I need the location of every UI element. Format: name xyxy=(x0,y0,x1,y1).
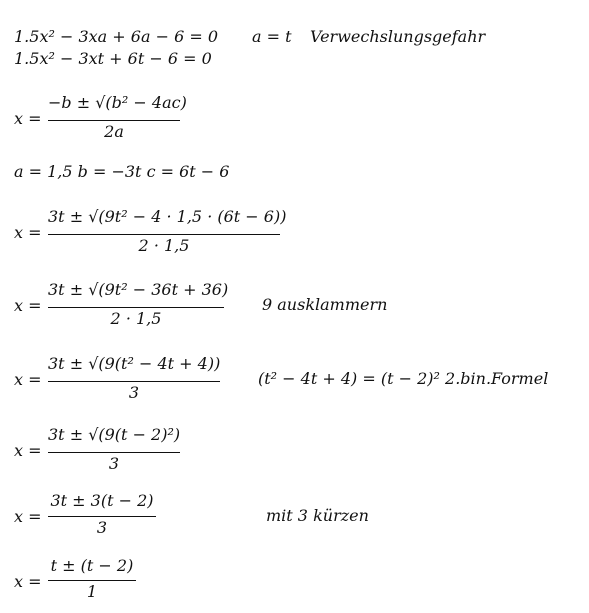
fraction-bar xyxy=(48,580,136,581)
fraction-denominator: 2 · 1,5 xyxy=(138,236,190,255)
note-binomial-formula: (t² − 4t + 4) = (t − 2)² 2.bin.Formel xyxy=(258,369,549,388)
fraction-numerator: 3t ± √(9(t² − 4t + 4)) xyxy=(48,354,221,373)
fraction-step-3 xyxy=(48,353,220,401)
step-lhs: x = xyxy=(14,296,42,315)
fraction-denominator: 2a xyxy=(104,122,124,141)
fraction-bar xyxy=(48,452,180,453)
step-lhs: x = xyxy=(14,507,42,526)
fraction-bar xyxy=(48,120,180,121)
fraction-denominator: 2 · 1,5 xyxy=(110,309,162,328)
step-lhs: x = xyxy=(14,370,42,389)
fraction-denominator: 3 xyxy=(96,518,108,537)
fraction-numerator: 3t ± √(9t² − 4 · 1,5 · (6t − 6)) xyxy=(48,207,287,226)
step-lhs: x = xyxy=(14,109,42,128)
fraction-step-6 xyxy=(48,555,136,603)
fraction-step-1 xyxy=(48,206,287,255)
fraction-numerator: 3t ± 3(t − 2) xyxy=(50,491,154,510)
fraction-denominator: 1 xyxy=(86,582,98,601)
step-lhs: x = xyxy=(14,223,42,242)
fraction-denominator: 3 xyxy=(108,454,120,473)
fraction-bar xyxy=(48,381,220,382)
fraction-bar xyxy=(48,307,224,308)
confusion-warning-note: Verwechslungsgefahr xyxy=(310,27,486,46)
note-reduce-by-three: mit 3 kürzen xyxy=(266,506,369,525)
note-factor-out: 9 ausklammern xyxy=(262,295,388,314)
fraction-bar xyxy=(48,516,156,517)
fraction-step-5 xyxy=(48,490,156,538)
equation-original: 1.5x² − 3xa + 6a − 6 = 0 xyxy=(14,27,219,46)
fraction-numerator: 3t ± √(9t² − 36t + 36) xyxy=(48,280,229,299)
fraction-step-4 xyxy=(48,424,180,472)
fraction-denominator: 3 xyxy=(128,383,140,402)
fraction-numerator: −b ± √(b² − 4ac) xyxy=(48,93,187,112)
equation-substituted: 1.5x² − 3xt + 6t − 6 = 0 xyxy=(14,49,212,68)
fraction-numerator: t ± (t − 2) xyxy=(50,556,134,575)
fraction-step-2 xyxy=(48,279,229,328)
fraction-quadratic-formula xyxy=(48,92,187,141)
substitution-note: a = t xyxy=(252,27,292,46)
fraction-bar xyxy=(48,234,280,235)
fraction-numerator: 3t ± √(9(t − 2)²) xyxy=(48,425,181,444)
step-lhs: x = xyxy=(14,572,42,591)
coefficients-line: a = 1,5 b = −3t c = 6t − 6 xyxy=(14,162,230,181)
step-lhs: x = xyxy=(14,441,42,460)
